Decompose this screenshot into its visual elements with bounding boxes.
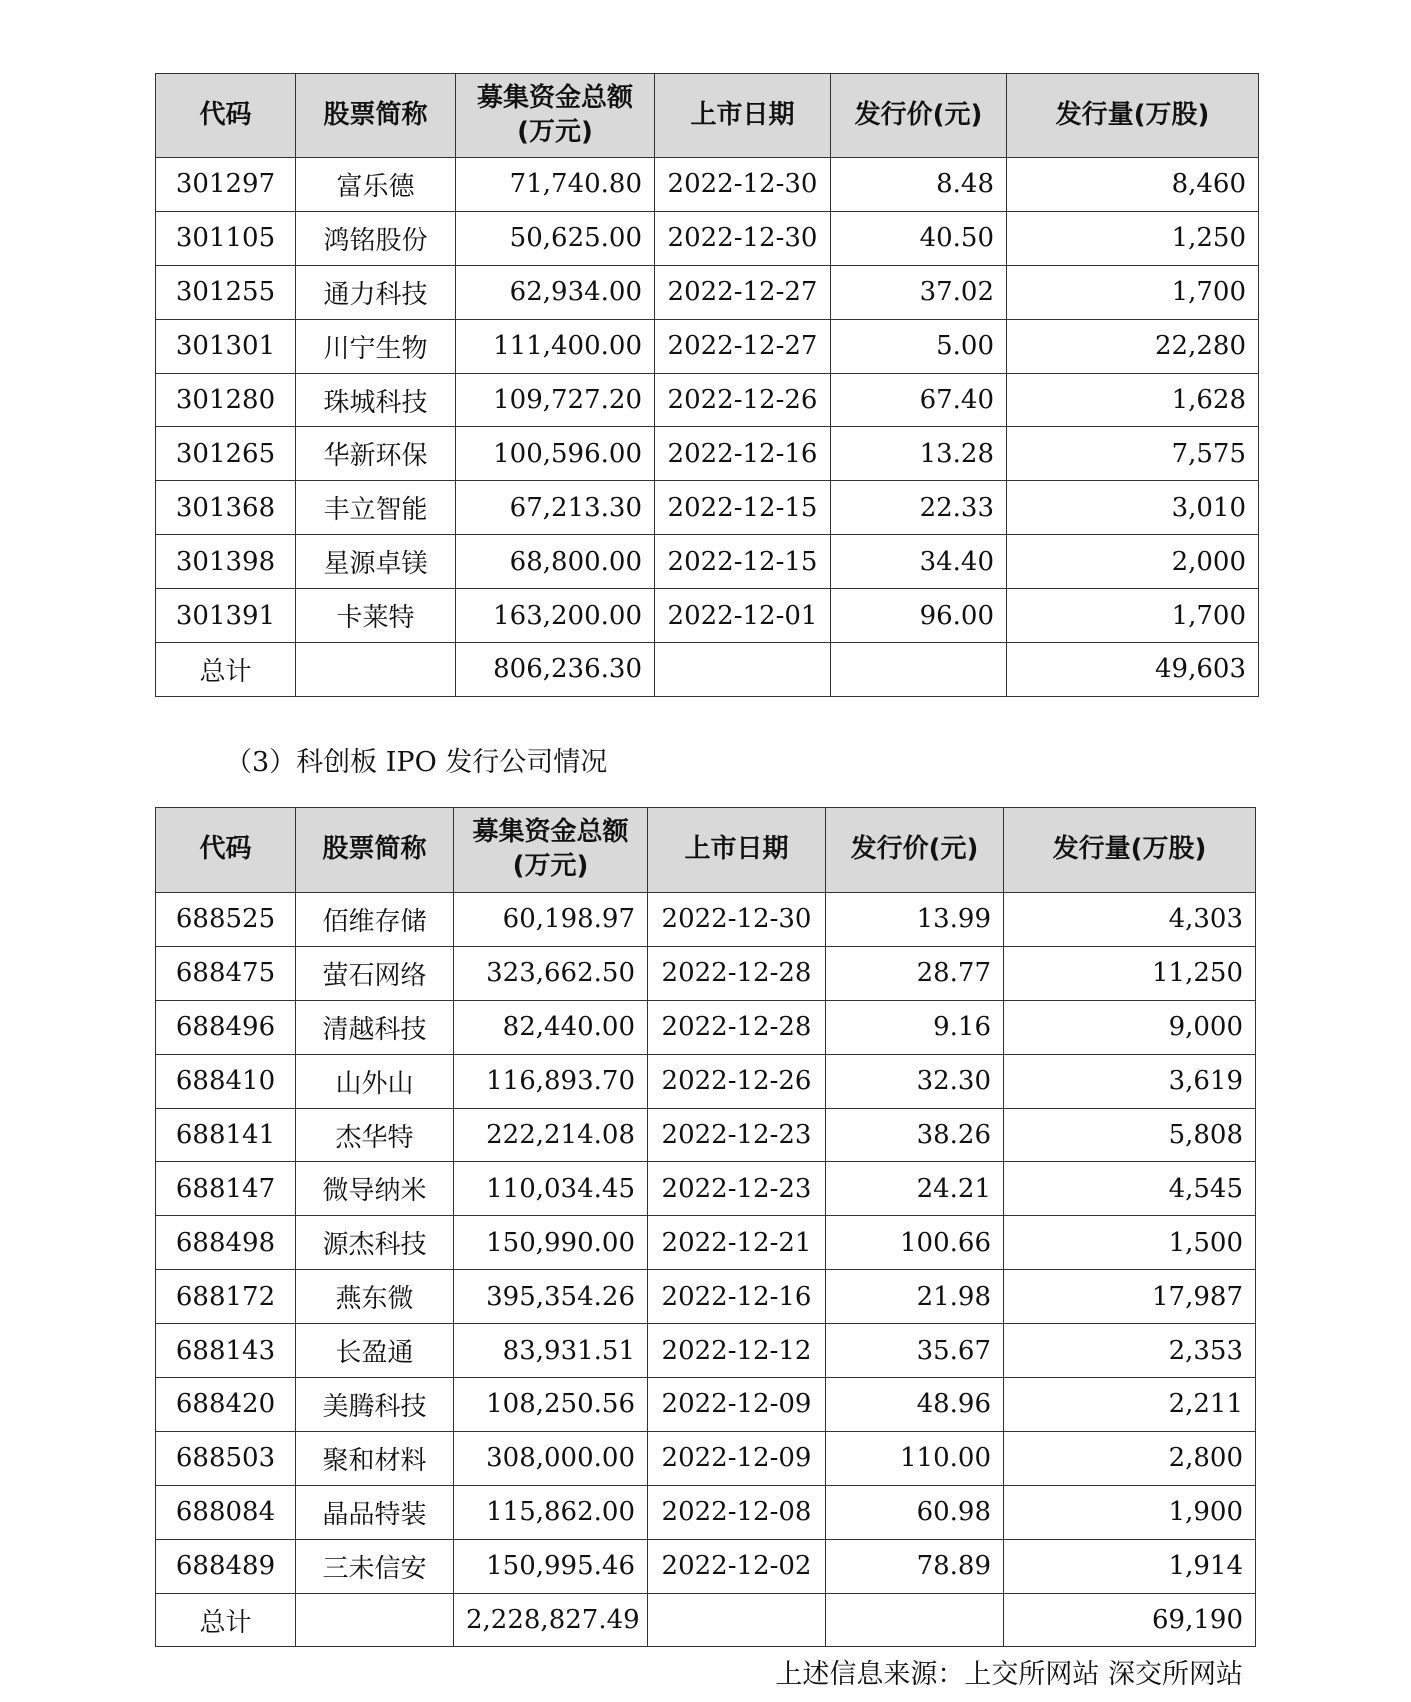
table-row	[156, 1108, 1256, 1162]
total-amount: 806,236.30	[456, 643, 655, 697]
cell-volume: 2,353	[1004, 1324, 1256, 1378]
cell-price: 38.26	[826, 1108, 1004, 1162]
cell-amount: 308,000.00	[454, 1431, 648, 1485]
cell-amount: 150,995.46	[454, 1539, 648, 1593]
star-market-ipo-table	[155, 807, 1256, 1647]
table-row	[156, 373, 1259, 427]
section-heading: （3）科创板 IPO 发行公司情况	[225, 747, 608, 778]
header-name: 股票简称	[296, 74, 456, 158]
cell-amount: 110,034.45	[454, 1162, 648, 1216]
cell-price: 60.98	[826, 1485, 1004, 1539]
cell-date: 2022-12-28	[648, 946, 826, 1000]
cell-code: 301265	[156, 427, 296, 481]
header-date: 上市日期	[648, 808, 826, 893]
cell-amount: 50,625.00	[456, 211, 655, 265]
cell-price: 24.21	[826, 1162, 1004, 1216]
cell-name: 富乐德	[296, 158, 456, 212]
table-row	[156, 211, 1259, 265]
cell-code: 301105	[156, 211, 296, 265]
cell-name: 源杰科技	[296, 1216, 454, 1270]
cell-date: 2022-12-30	[655, 158, 831, 212]
cell-volume: 1,500	[1004, 1216, 1256, 1270]
table-row	[156, 265, 1259, 319]
header-code: 代码	[156, 74, 296, 158]
cell-amount: 163,200.00	[456, 589, 655, 643]
cell-code: 301398	[156, 535, 296, 589]
cell-price: 40.50	[831, 211, 1007, 265]
cell-amount: 395,354.26	[454, 1270, 648, 1324]
cell-volume: 9,000	[1004, 1000, 1256, 1054]
cell-code: 688525	[156, 893, 296, 947]
cell-date: 2022-12-01	[655, 589, 831, 643]
cell-volume: 1,700	[1007, 265, 1259, 319]
header-amount: 募集资金总额 (万元)	[454, 808, 648, 893]
cell-volume: 2,211	[1004, 1378, 1256, 1432]
cell-name: 晶品特装	[296, 1485, 454, 1539]
header-date: 上市日期	[655, 74, 831, 158]
cell-name: 萤石网络	[296, 946, 454, 1000]
cell-date: 2022-12-27	[655, 265, 831, 319]
cell-code: 688475	[156, 946, 296, 1000]
cell-date: 2022-12-12	[648, 1324, 826, 1378]
cell-name: 通力科技	[296, 265, 456, 319]
cell-code: 688489	[156, 1539, 296, 1593]
cell-code: 688084	[156, 1485, 296, 1539]
cell-name: 三未信安	[296, 1539, 454, 1593]
cell-date: 2022-12-26	[648, 1054, 826, 1108]
cell-date: 2022-12-23	[648, 1162, 826, 1216]
table-row	[156, 319, 1259, 373]
cell-volume: 22,280	[1007, 319, 1259, 373]
cell-date: 2022-12-16	[648, 1270, 826, 1324]
cell-name: 美腾科技	[296, 1378, 454, 1432]
cell-name: 杰华特	[296, 1108, 454, 1162]
cell-volume: 4,545	[1004, 1162, 1256, 1216]
cell-volume: 4,303	[1004, 893, 1256, 947]
cell-amount: 116,893.70	[454, 1054, 648, 1108]
cell-volume: 2,000	[1007, 535, 1259, 589]
cell-date: 2022-12-09	[648, 1431, 826, 1485]
cell-amount: 62,934.00	[456, 265, 655, 319]
table-row	[156, 1162, 1256, 1216]
szse-ipo-table	[155, 73, 1259, 697]
cell-amount: 111,400.00	[456, 319, 655, 373]
cell-name: 燕东微	[296, 1270, 454, 1324]
header-volume: 发行量(万股)	[1004, 808, 1256, 893]
cell-code: 688420	[156, 1378, 296, 1432]
cell-amount: 150,990.00	[454, 1216, 648, 1270]
cell-amount: 83,931.51	[454, 1324, 648, 1378]
cell-code: 688498	[156, 1216, 296, 1270]
cell-date: 2022-12-26	[655, 373, 831, 427]
table-row	[156, 1270, 1256, 1324]
cell-amount: 60,198.97	[454, 893, 648, 947]
header-price: 发行价(元)	[831, 74, 1007, 158]
cell-price: 78.89	[826, 1539, 1004, 1593]
cell-name: 佰维存储	[296, 893, 454, 947]
table-row	[156, 1054, 1256, 1108]
cell-price: 34.40	[831, 535, 1007, 589]
cell-name: 丰立智能	[296, 481, 456, 535]
cell-name: 聚和材料	[296, 1431, 454, 1485]
cell-code: 301301	[156, 319, 296, 373]
cell-name: 山外山	[296, 1054, 454, 1108]
table-body	[156, 893, 1256, 1647]
cell-name: 鸿铭股份	[296, 211, 456, 265]
total-label: 总计	[156, 1593, 296, 1647]
cell-price: 100.66	[826, 1216, 1004, 1270]
cell-empty	[296, 1593, 454, 1647]
cell-name: 华新环保	[296, 427, 456, 481]
cell-date: 2022-12-27	[655, 319, 831, 373]
cell-date: 2022-12-23	[648, 1108, 826, 1162]
cell-name: 长盈通	[296, 1324, 454, 1378]
cell-code: 688496	[156, 1000, 296, 1054]
cell-volume: 1,914	[1004, 1539, 1256, 1593]
cell-code: 688141	[156, 1108, 296, 1162]
cell-empty	[655, 643, 831, 697]
cell-name: 清越科技	[296, 1000, 454, 1054]
table-row	[156, 893, 1256, 947]
cell-code: 688147	[156, 1162, 296, 1216]
cell-price: 35.67	[826, 1324, 1004, 1378]
table-row	[156, 535, 1259, 589]
cell-name: 珠城科技	[296, 373, 456, 427]
total-volume: 69,190	[1004, 1593, 1256, 1647]
cell-code: 301391	[156, 589, 296, 643]
cell-date: 2022-12-15	[655, 535, 831, 589]
cell-price: 13.28	[831, 427, 1007, 481]
cell-code: 688410	[156, 1054, 296, 1108]
cell-price: 5.00	[831, 319, 1007, 373]
header-code: 代码	[156, 808, 296, 893]
cell-amount: 108,250.56	[454, 1378, 648, 1432]
table-row	[156, 589, 1259, 643]
cell-code: 301255	[156, 265, 296, 319]
cell-empty	[648, 1593, 826, 1647]
cell-price: 37.02	[831, 265, 1007, 319]
cell-volume: 1,700	[1007, 589, 1259, 643]
cell-volume: 17,987	[1004, 1270, 1256, 1324]
table-body	[156, 158, 1259, 697]
cell-volume: 2,800	[1004, 1431, 1256, 1485]
cell-volume: 1,250	[1007, 211, 1259, 265]
cell-volume: 1,628	[1007, 373, 1259, 427]
cell-amount: 115,862.00	[454, 1485, 648, 1539]
table-row	[156, 1324, 1256, 1378]
cell-amount: 222,214.08	[454, 1108, 648, 1162]
cell-price: 32.30	[826, 1054, 1004, 1108]
cell-volume: 11,250	[1004, 946, 1256, 1000]
cell-price: 96.00	[831, 589, 1007, 643]
table-row	[156, 481, 1259, 535]
table-row	[156, 427, 1259, 481]
table-row	[156, 1539, 1256, 1593]
cell-name: 微导纳米	[296, 1162, 454, 1216]
cell-amount: 323,662.50	[454, 946, 648, 1000]
table-header	[156, 808, 1256, 893]
cell-price: 9.16	[826, 1000, 1004, 1054]
header-volume: 发行量(万股)	[1007, 74, 1259, 158]
cell-amount: 82,440.00	[454, 1000, 648, 1054]
table-row	[156, 1378, 1256, 1432]
total-amount: 2,228,827.49	[454, 1593, 648, 1647]
total-volume: 49,603	[1007, 643, 1259, 697]
cell-name: 星源卓镁	[296, 535, 456, 589]
table-row	[156, 1000, 1256, 1054]
total-label: 总计	[156, 643, 296, 697]
cell-amount: 109,727.20	[456, 373, 655, 427]
cell-date: 2022-12-16	[655, 427, 831, 481]
table-header	[156, 74, 1259, 158]
cell-name: 卡莱特	[296, 589, 456, 643]
header-amount: 募集资金总额 (万元)	[456, 74, 655, 158]
cell-amount: 68,800.00	[456, 535, 655, 589]
table-row	[156, 158, 1259, 212]
cell-date: 2022-12-09	[648, 1378, 826, 1432]
cell-code: 301297	[156, 158, 296, 212]
cell-price: 22.33	[831, 481, 1007, 535]
header-name: 股票简称	[296, 808, 454, 893]
cell-volume: 8,460	[1007, 158, 1259, 212]
table-row	[156, 946, 1256, 1000]
cell-date: 2022-12-30	[655, 211, 831, 265]
header-row	[156, 74, 1259, 158]
cell-date: 2022-12-08	[648, 1485, 826, 1539]
cell-empty	[296, 643, 456, 697]
cell-volume: 3,010	[1007, 481, 1259, 535]
cell-name: 川宁生物	[296, 319, 456, 373]
cell-volume: 5,808	[1004, 1108, 1256, 1162]
cell-date: 2022-12-21	[648, 1216, 826, 1270]
cell-amount: 71,740.80	[456, 158, 655, 212]
table-row	[156, 1485, 1256, 1539]
cell-price: 8.48	[831, 158, 1007, 212]
header-row	[156, 808, 1256, 893]
cell-date: 2022-12-30	[648, 893, 826, 947]
cell-volume: 7,575	[1007, 427, 1259, 481]
table-row	[156, 1216, 1256, 1270]
table-row	[156, 1431, 1256, 1485]
cell-empty	[831, 643, 1007, 697]
cell-code: 301368	[156, 481, 296, 535]
cell-amount: 100,596.00	[456, 427, 655, 481]
cell-code: 688172	[156, 1270, 296, 1324]
cell-price: 21.98	[826, 1270, 1004, 1324]
cell-date: 2022-12-28	[648, 1000, 826, 1054]
cell-code: 688143	[156, 1324, 296, 1378]
cell-date: 2022-12-15	[655, 481, 831, 535]
cell-volume: 1,900	[1004, 1485, 1256, 1539]
cell-code: 301280	[156, 373, 296, 427]
cell-date: 2022-12-02	[648, 1539, 826, 1593]
total-row	[156, 643, 1259, 697]
source-note: 上述信息来源：上交所网站 深交所网站	[775, 1659, 1243, 1690]
cell-price: 13.99	[826, 893, 1004, 947]
cell-amount: 67,213.30	[456, 481, 655, 535]
header-price: 发行价(元)	[826, 808, 1004, 893]
cell-price: 48.96	[826, 1378, 1004, 1432]
total-row	[156, 1593, 1256, 1647]
cell-volume: 3,619	[1004, 1054, 1256, 1108]
cell-price: 67.40	[831, 373, 1007, 427]
cell-code: 688503	[156, 1431, 296, 1485]
cell-empty	[826, 1593, 1004, 1647]
cell-price: 28.77	[826, 946, 1004, 1000]
cell-price: 110.00	[826, 1431, 1004, 1485]
